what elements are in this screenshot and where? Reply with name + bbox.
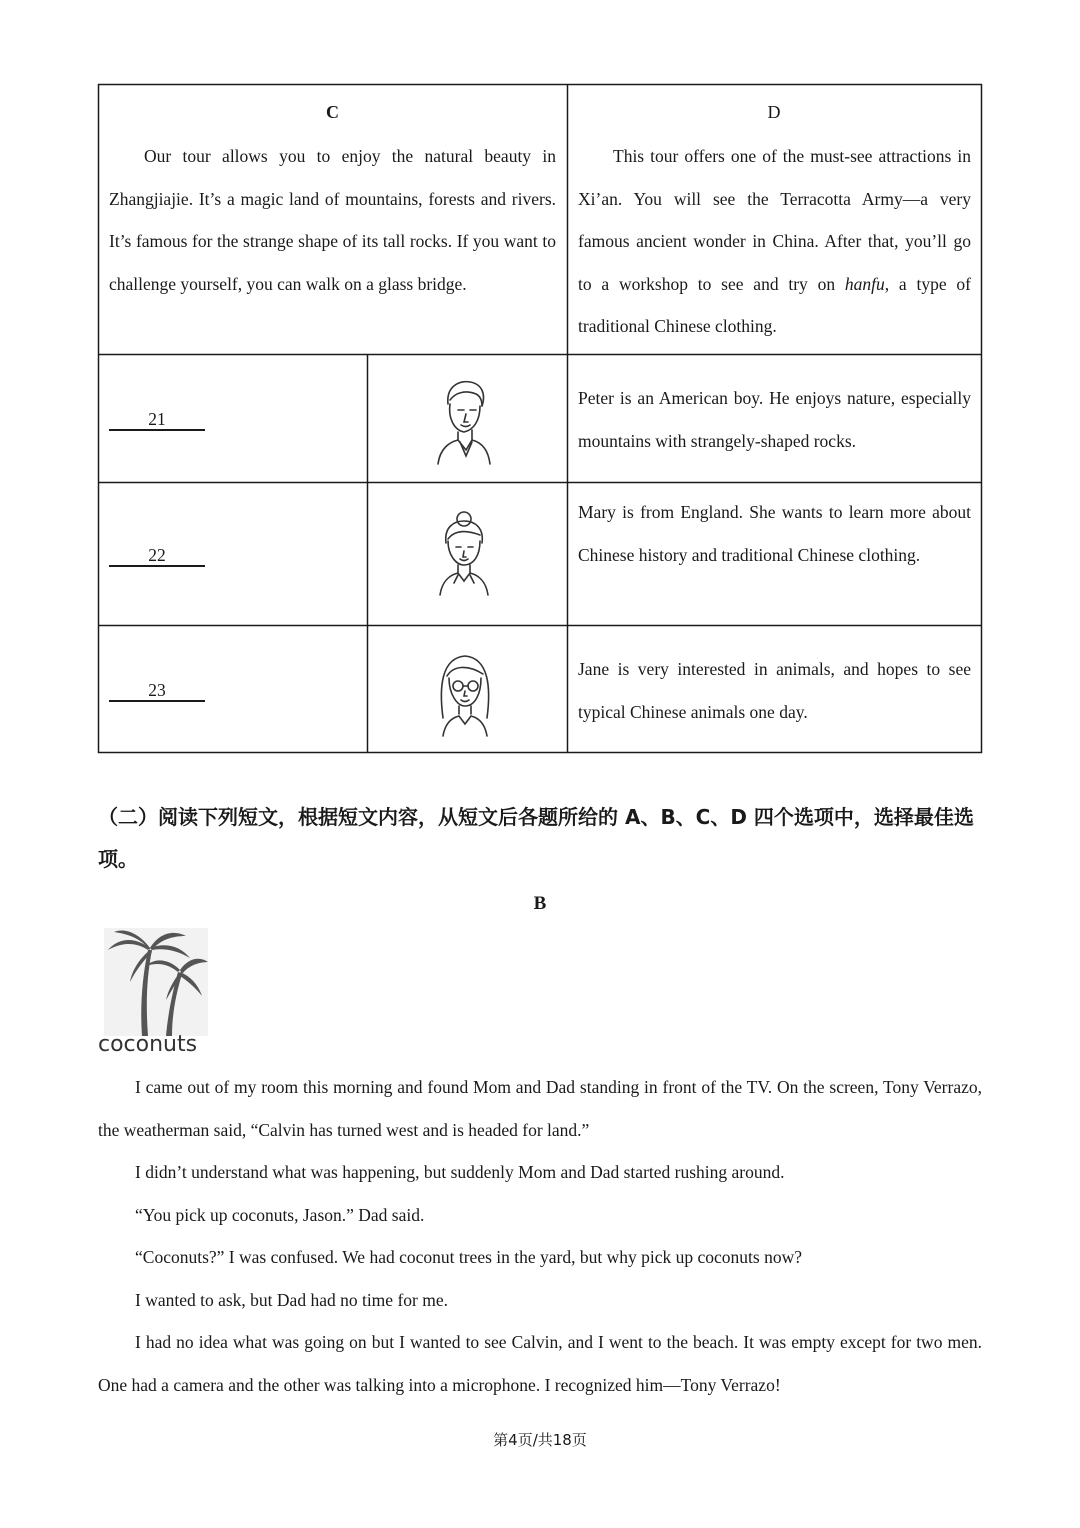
story-paragraph: I wanted to ask, but Dad had no time for me.: [135, 1289, 448, 1310]
page-number: 第4页/共18页: [493, 1431, 587, 1449]
boy-portrait-icon: [430, 376, 498, 466]
passage-b-heading: B: [533, 893, 547, 914]
girl-bun-portrait-icon: [434, 509, 496, 597]
coconut-tree-icon: [104, 928, 208, 1038]
tour-c-description: Our tour allows you to enjoy the natural beauty in Zhangjiajie. It’s a magic land of mountains, forests and rivers. It’s famous for the strange shape of its tall rocks. If you want to challenge yourself, you can walk on a glass bridge.: [109, 146, 556, 294]
mary-description: Mary is from England. She wants to learn more about Chinese history and traditional Chinese clothing.: [578, 502, 971, 565]
answer-blank-21[interactable]: 21: [109, 409, 205, 431]
answer-blank-23[interactable]: 23: [109, 680, 205, 702]
story-paragraph: I had no idea what was going on but I wanted to see Calvin, and I went to the beach. It was empty except for two men. One had a camera and the other was talking into a microphone. I recognized him—Tony Verrazo!: [98, 1332, 982, 1395]
passage-b-text: [98, 1066, 982, 1406]
story-paragraph: “Coconuts?” I was confused. We had coconut trees in the yard, but why pick up coconuts now?: [135, 1247, 802, 1267]
peter-description: Peter is an American boy. He enjoys nature, especially mountains with strangely-shaped rocks.: [578, 388, 971, 451]
girl-glasses-portrait-icon: [433, 648, 497, 738]
answer-blank-22[interactable]: 22: [109, 545, 205, 567]
story-paragraph: I came out of my room this morning and found Mom and Dad standing in front of the TV. On the screen, Tony Verrazo, the weatherman said, “Calvin has turned west and is headed for land.”: [98, 1077, 982, 1140]
jane-description: Jane is very interested in animals, and hopes to see typical Chinese animals one day.: [578, 659, 971, 722]
tour-c-heading: C: [326, 102, 339, 122]
coconuts-caption: coconuts: [98, 1032, 198, 1057]
section-two-instruction: （二）阅读下列短文，根据短文内容，从短文后各题所给的 A、B、C、D 四个选项中，选择最佳选项。: [98, 805, 974, 871]
story-paragraph: “You pick up coconuts, Jason.” Dad said.: [135, 1204, 425, 1225]
tour-d-description: This tour offers one of the must-see attractions in Xi’an. You will see the Terracotta Army—a very famous ancient wonder in China. After that, you’ll go to a workshop to see and try on hanfu, a type of traditional Chinese clothing.: [578, 146, 971, 336]
story-paragraph: I didn’t understand what was happening, but suddenly Mom and Dad started rushing around.: [135, 1162, 785, 1182]
tour-d-heading: D: [767, 102, 781, 122]
